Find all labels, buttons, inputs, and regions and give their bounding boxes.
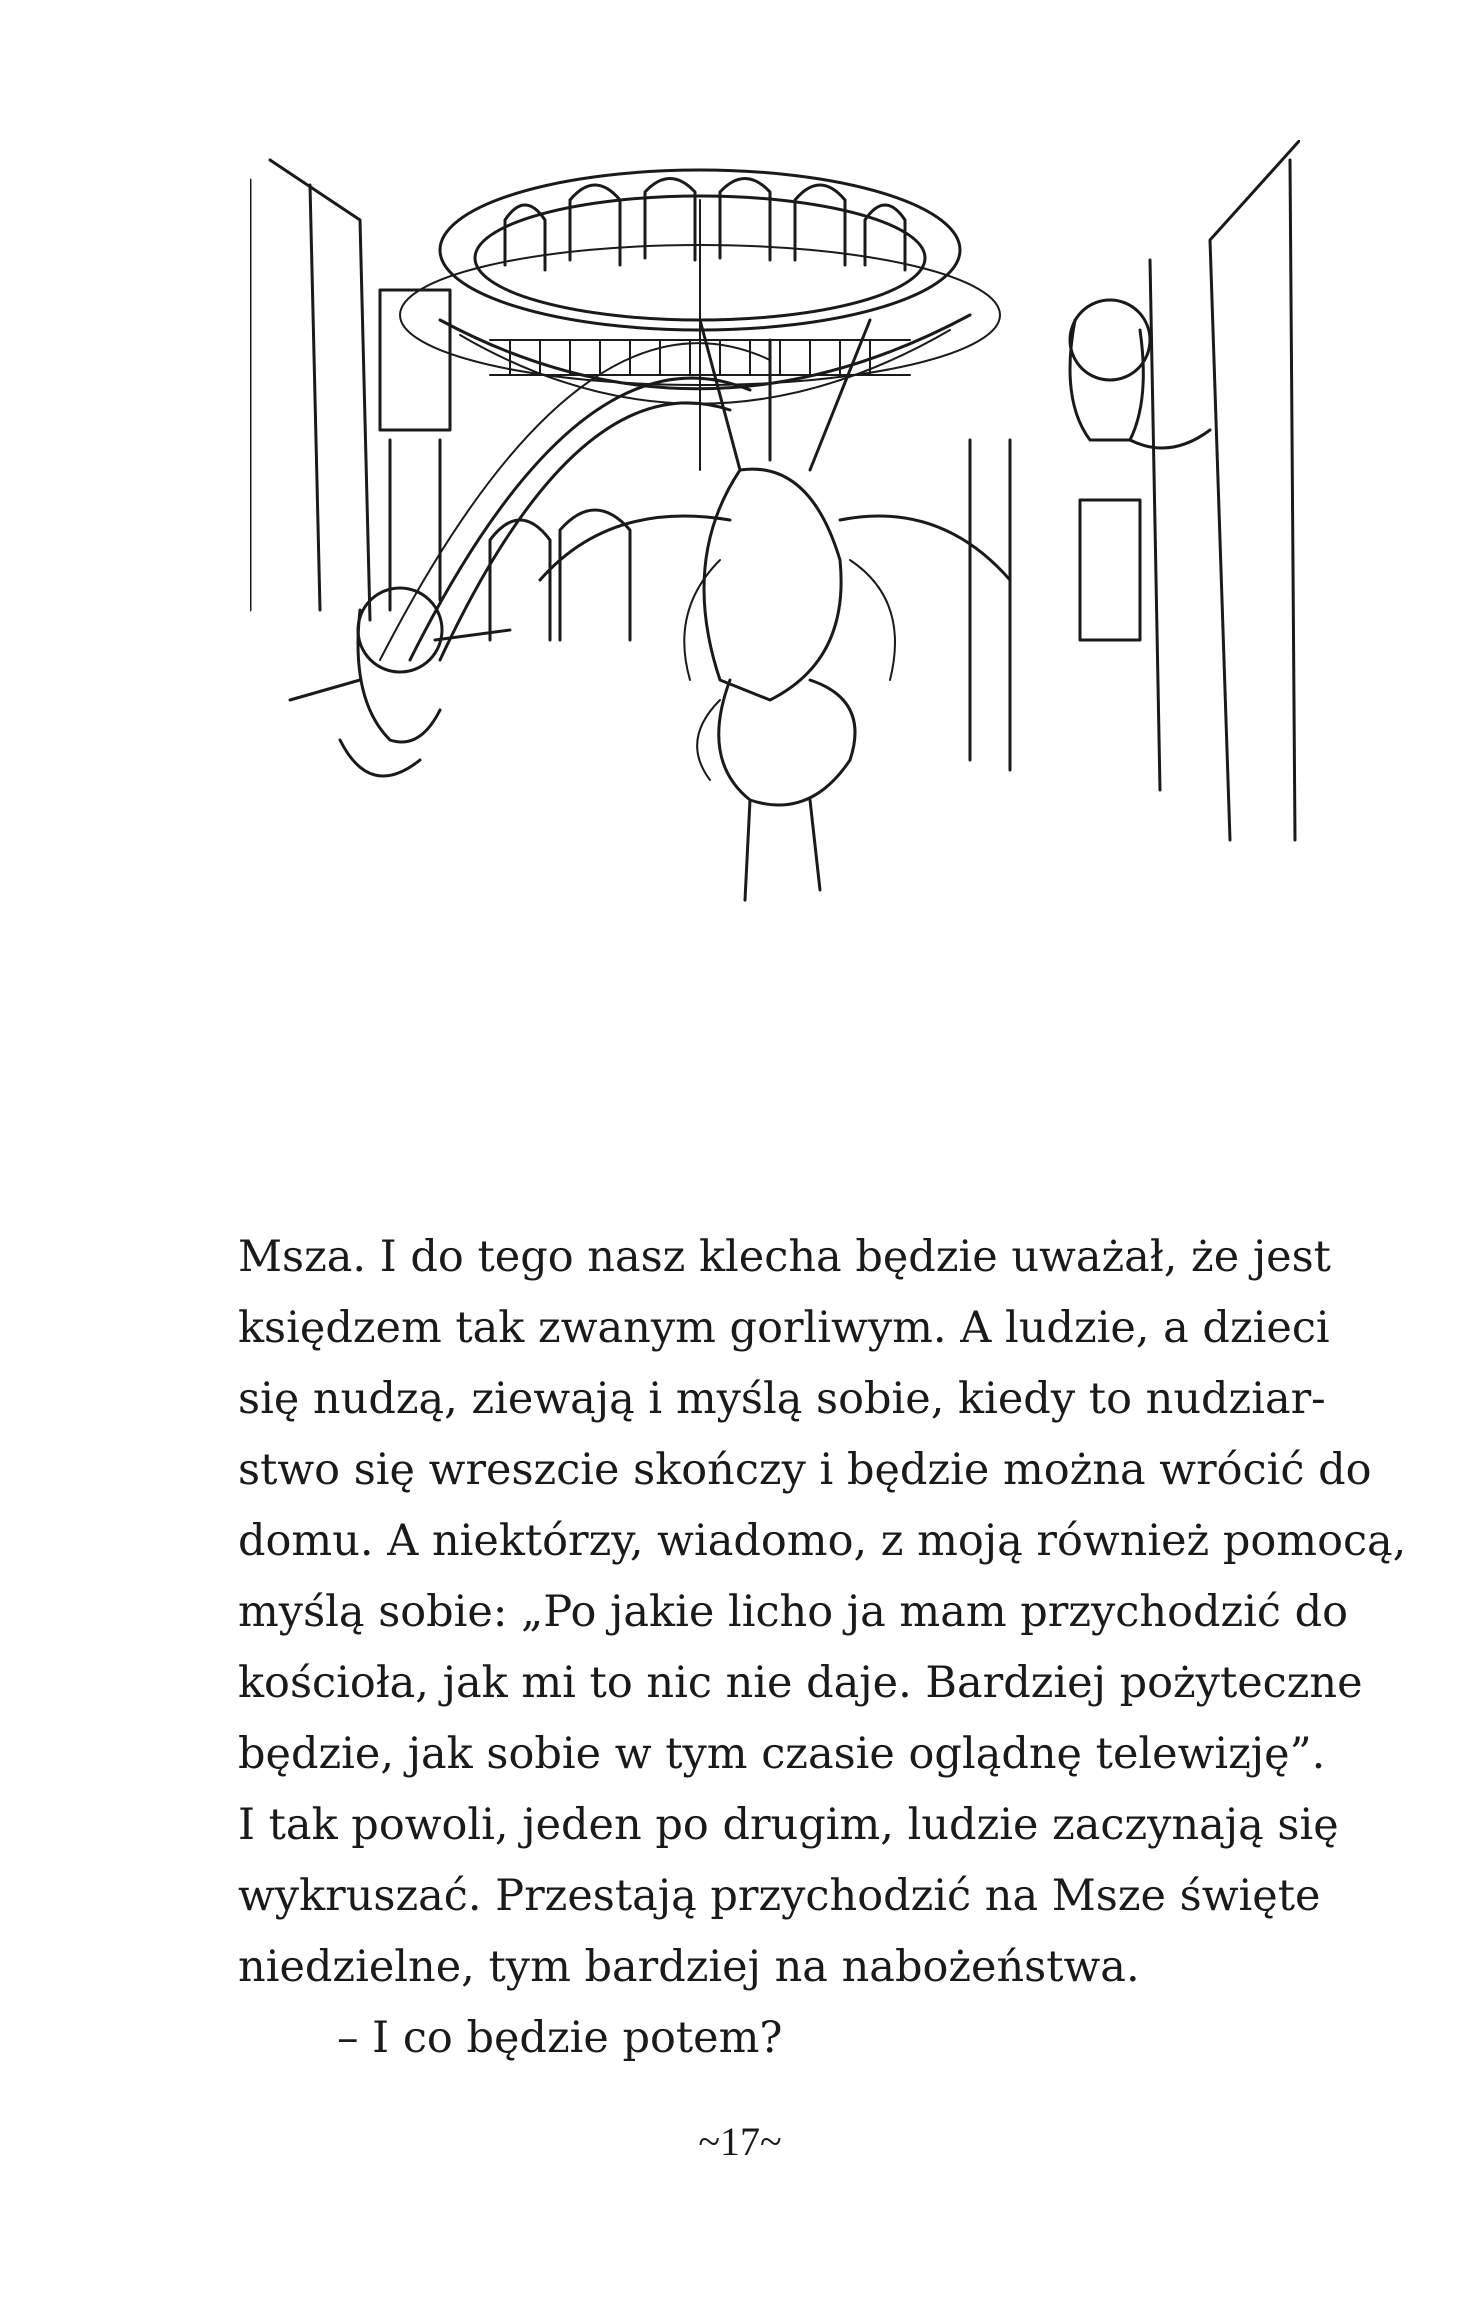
creature (540, 320, 1010, 900)
text-line: się nudzą, ziewają i myślą sobie, kiedy to nudziar- (238, 1374, 1326, 1424)
page-number: ~17~ (698, 2119, 782, 2164)
text-line: I tak powoli, jeden po drugim, ludzie zaczynają się (238, 1800, 1339, 1850)
illustration (250, 140, 1300, 1150)
text-line: kościoła, jak mi to nic nie daje. Bardziej pożyteczne (238, 1658, 1363, 1708)
child-figure-right (1070, 300, 1210, 448)
text-line: myślą sobie: „Po jakie licho ja mam przychodzić do (238, 1587, 1349, 1637)
text-line: niedzielne, tym bardziej na nabożeństwa. (238, 1942, 1140, 1992)
text-line: Msza. I do tego nasz klecha będzie uważał, że jest (238, 1232, 1331, 1282)
text-line: domu. A niektórzy, wiadomo, z moją również pomocą, (238, 1516, 1407, 1566)
text-line: będzie, jak sobie w tym czasie oglądnę telewizję”. (238, 1729, 1326, 1779)
body-text (238, 1222, 1407, 2074)
dialogue-line: – I co będzie potem? (337, 2013, 783, 2063)
text-line: wykruszać. Przestają przychodzić na Msze święte (238, 1871, 1321, 1921)
left-wall (250, 160, 450, 620)
child-figure-left (290, 588, 510, 776)
right-wall (970, 140, 1300, 840)
text-line: stwo się wreszcie skończy i będzie można wrócić do (238, 1445, 1372, 1495)
text-line: księdzem tak zwanym gorliwym. A ludzie, a dzieci (238, 1303, 1330, 1353)
church-interior-drawing (250, 140, 1300, 1150)
dome-windows (505, 179, 905, 271)
